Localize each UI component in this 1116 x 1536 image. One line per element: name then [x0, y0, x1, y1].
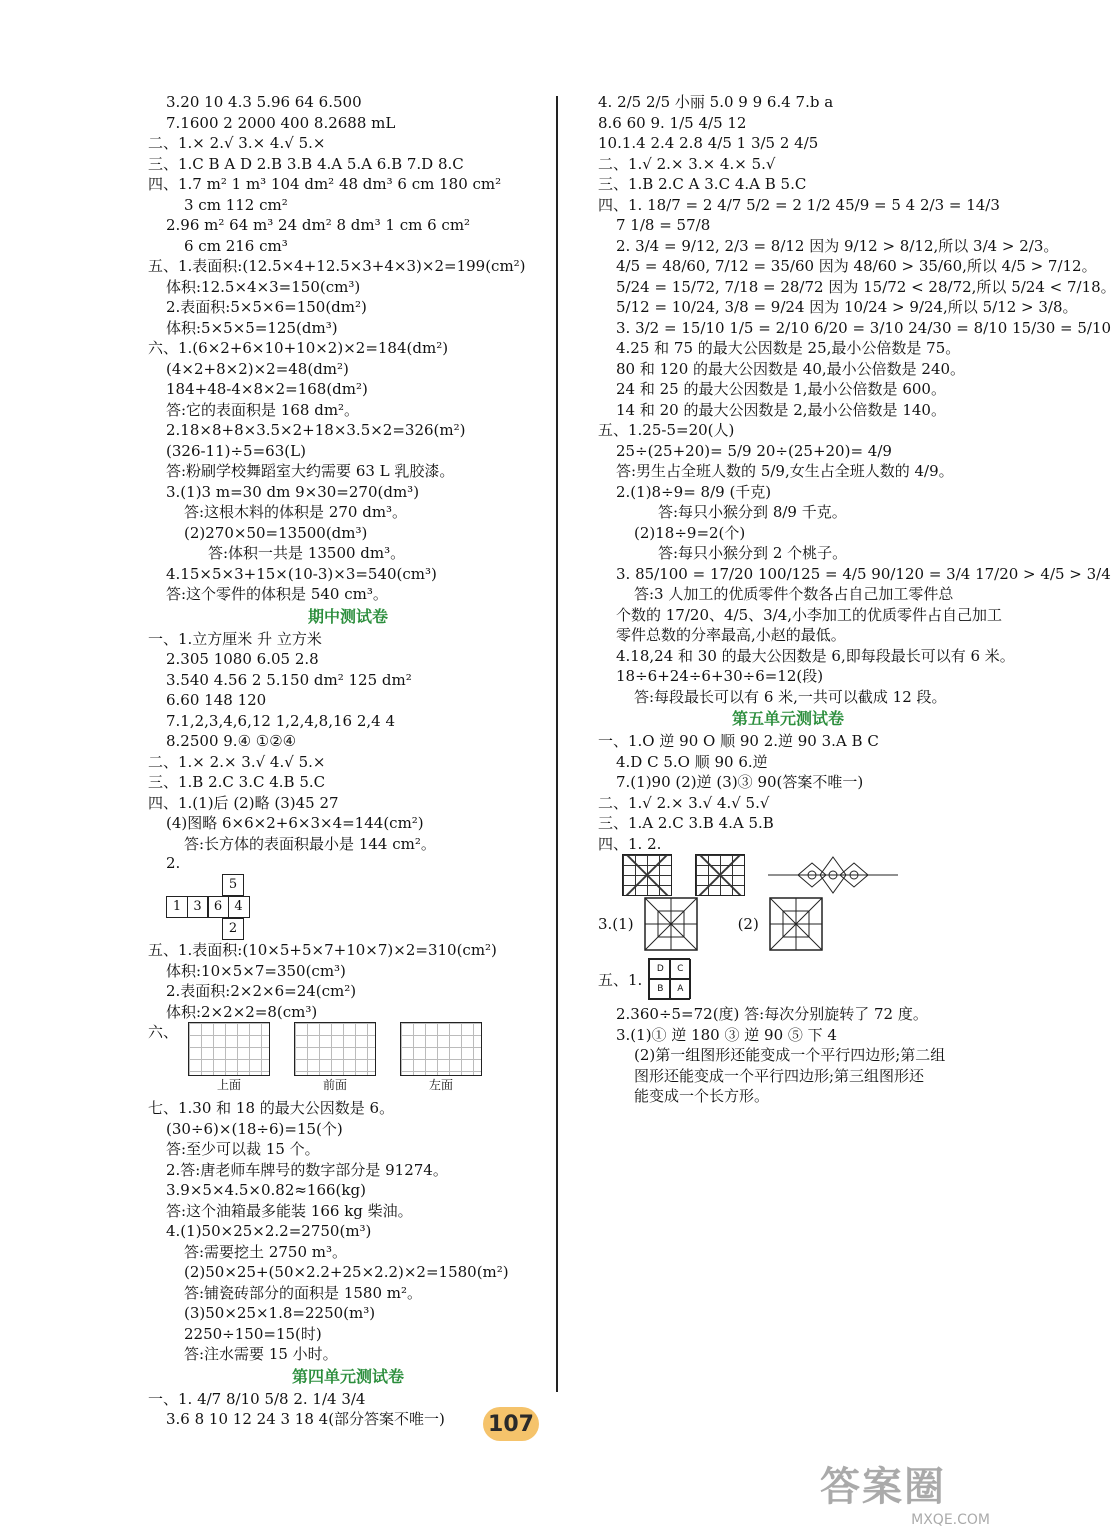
- answer-line: 2. 3/4 = 9/12, 2/3 = 8/12 因为 9/12 > 8/12,所以 3/4 > 2/3。: [616, 236, 1059, 255]
- answer-line: (2)18÷9=2(个): [634, 523, 746, 542]
- answer-line: 三、1.B 2.C 3.C 4.B 5.C: [148, 773, 326, 791]
- answer-line: 25÷(25+20)= 5/9 20÷(25+20)= 4/9: [616, 441, 892, 460]
- answer-line: 3.(1)3 m=30 dm 9×30=270(dm³): [166, 482, 420, 501]
- left-answers: [148, 92, 548, 605]
- answer-line: 2.305 1080 6.05 2.8: [166, 650, 319, 668]
- five-grid-cell: A: [669, 979, 691, 999]
- answer-line: 8.2500 9.④ ①②④: [166, 732, 297, 750]
- flower-figure-svg: [768, 855, 898, 895]
- answer-line: 答:这个油箱最多能装 166 kg 柴油。: [166, 1201, 413, 1220]
- five-grid-cell: C: [669, 959, 691, 979]
- answer-line: 7.1,2,3,4,6,12 1,2,4,8,16 2,4 4: [166, 711, 395, 730]
- answer-line: 5/12 = 10/24, 3/8 = 9/24 因为 10/24 > 9/24,所以 5/12 > 3/8。: [616, 298, 1078, 316]
- left-column: [148, 92, 548, 1430]
- answer-line: 24 和 25 的最大公因数是 1,最小公倍数是 600。: [616, 380, 946, 398]
- answer-line: 3.(1)① 逆 180 ③ 逆 90 ⑤ 下 4: [616, 1025, 837, 1044]
- five-grid-cell: D: [649, 959, 671, 979]
- answer-line: 4.D C 5.O 顺 90 6.逆: [616, 752, 768, 771]
- answer-line: (3)50×25×1.8=2250(m³): [184, 1304, 376, 1322]
- answer-line: 3.540 4.56 2 5.150 dm² 125 dm²: [166, 670, 412, 689]
- page-number-badge: 107: [483, 1407, 539, 1441]
- view-grid: [294, 1022, 376, 1092]
- three-views: [178, 1022, 482, 1092]
- answer-line: 2.(1)8÷9= 8/9 (千克): [616, 482, 772, 501]
- answer-line: 五、1.表面积:(10×5+5×7+10×7)×2=310(cm²): [148, 941, 497, 959]
- answer-line: 一、1.O 逆 90 O 顺 90 2.逆 90 3.A B C: [598, 732, 879, 750]
- answer-line: 答:需要挖土 2750 m³。: [184, 1242, 348, 1261]
- answer-line: 2.表面积:5×5×6=150(dm²): [166, 298, 367, 316]
- answer-line: 2.18×8+8×3.5×2+18×3.5×2=326(m²): [166, 421, 466, 439]
- q3-figures: [598, 894, 978, 954]
- answer-line: 四、1. 18/7 = 2 4/7 5/2 = 2 1/2 45/9 = 5 4 2/3 = 14/3: [598, 195, 1000, 214]
- page-number: [483, 1404, 539, 1444]
- net-label: 2.: [166, 854, 181, 872]
- answer-line: 个数的 17/20、4/5、3/4,小李加工的优质零件占自己加工: [616, 605, 1003, 624]
- answer-line: 4.(1)50×25×2.2=2750(m³): [166, 1222, 372, 1240]
- answer-line: 一、1.立方厘米 升 立方米: [148, 629, 322, 648]
- answer-line: 答:体积一共是 13500 dm³。: [208, 544, 406, 562]
- answer-line: 二、1.× 2.× 3.√ 4.√ 5.×: [148, 752, 326, 771]
- answer-line: (2)第一组图形还能变成一个平行四边形;第二组: [634, 1046, 946, 1064]
- answer-line: 二、1.× 2.√ 3.× 4.√ 5.×: [148, 134, 326, 152]
- answer-line: 答:它的表面积是 168 dm²。: [166, 400, 360, 419]
- net-top-row: [222, 874, 548, 896]
- answer-line: 答:这个零件的体积是 540 cm³。: [166, 585, 388, 603]
- answer-line: 80 和 120 的最大公因数是 40,最小公倍数是 240。: [616, 359, 966, 378]
- answer-line: 三、1.C B A D 2.B 3.B 4.A 5.A 6.B 7.D 8.C: [148, 154, 464, 173]
- answer-line: 4. 2/5 2/5 小丽 5.0 9 9 6.4 7.b a: [598, 93, 834, 111]
- net-cell: 4: [228, 896, 250, 918]
- answer-line: 五、1.表面积:(12.5×4+12.5×3+4×3)×2=199(cm²): [148, 257, 526, 275]
- five-label: 五、1.: [598, 970, 643, 989]
- five-figure-grid: [648, 958, 690, 1000]
- answer-line: 答:每段最长可以有 6 米,一共可以截成 12 段。: [634, 687, 947, 706]
- answer-line: (2)270×50=13500(dm³): [184, 523, 368, 542]
- answer-line: 答:3 人加工的优质零件个数各占自己加工零件总: [634, 585, 954, 603]
- q3-label-1: 3.(1): [598, 915, 634, 933]
- view-caption: 上面: [217, 1078, 242, 1092]
- answer-line: 3 cm 112 cm²: [184, 195, 288, 214]
- q3-label-2: (2): [737, 915, 759, 933]
- answer-line: 图形还能变成一个平行四边形;第三组图形还: [634, 1066, 925, 1085]
- watermark-url: MXQE.COM: [911, 1512, 990, 1528]
- unit5-answers: [598, 731, 978, 854]
- right-column: [598, 92, 1116, 1107]
- answer-line: 答:长方体的表面积最小是 144 cm²。: [184, 834, 436, 853]
- answer-line: 五、1.25-5=20(人): [598, 421, 735, 439]
- answer-line: 4.25 和 75 的最大公因数是 25,最小公倍数是 75。: [616, 339, 961, 357]
- answer-line: 二、1.√ 2.× 3.× 4.× 5.√: [598, 154, 776, 173]
- answer-line: 答:男生占全班人数的 5/9,女生占全班人数的 4/9。: [616, 462, 954, 480]
- view-caption: 左面: [429, 1078, 454, 1092]
- net-cell: 2: [222, 918, 244, 940]
- column-divider: [556, 96, 558, 1392]
- answer-line: 7.(1)90 (2)逆 (3)③ 90(答案不唯一): [616, 773, 864, 791]
- view-grid: [188, 1022, 270, 1092]
- answer-line: (2)50×25+(50×2.2+25×2.2)×2=1580(m²): [184, 1263, 509, 1281]
- unit4-heading: 第四单元测试卷: [291, 1366, 404, 1386]
- answer-line: 4.18,24 和 30 的最大公因数是 6,即每段最长可以有 6 米。: [616, 646, 1015, 665]
- flower-figure: [768, 855, 898, 895]
- answer-line: 四、1. 2.: [598, 834, 662, 853]
- net-cell: 1: [166, 896, 188, 918]
- answer-line: 2.答:唐老师车牌号的数字部分是 91274。: [166, 1160, 448, 1179]
- watermark-title: 答案圈: [820, 1464, 946, 1510]
- unit5-answers-part2: [598, 1004, 978, 1107]
- answer-line: 答:注水需要 15 小时。: [184, 1345, 338, 1363]
- answer-line: (4)图略 6×6×2+6×3×4=144(cm²): [166, 814, 424, 832]
- answer-line: 6.60 148 120: [166, 691, 267, 709]
- answer-line: 14 和 20 的最大公因数是 2,最小公倍数是 140。: [616, 400, 946, 419]
- answer-line: 零件总数的分率最高,小赵的最低。: [616, 626, 846, 644]
- net-middle-row: [166, 896, 548, 918]
- net-bottom-row: [222, 918, 548, 940]
- answer-line: 三、1.B 2.C A 3.C 4.A B 5.C: [598, 175, 807, 193]
- unit5-heading: 第五单元测试卷: [731, 709, 844, 728]
- watermark-logo: [820, 1455, 990, 1528]
- five-figure-row: [598, 954, 978, 1004]
- midterm-answers: [148, 629, 548, 855]
- answer-line: 7.1600 2 2000 400 8.2688 mL: [166, 113, 396, 132]
- rotation-figure: [622, 854, 672, 896]
- answer-line: 答:至少可以裁 15 个。: [166, 1140, 320, 1158]
- net-cell: 6: [207, 896, 229, 918]
- midterm-heading: 期中测试卷: [307, 606, 388, 626]
- answer-line: (30÷6)×(18÷6)=15(个): [166, 1119, 343, 1138]
- answer-line: 六、1.(6×2+6×10+10×2)×2=184(dm²): [148, 339, 449, 357]
- answer-line: 体积:2×2×2=8(cm³): [166, 1002, 318, 1021]
- answer-line: 2.表面积:2×2×6=24(cm²): [166, 982, 357, 1000]
- answer-line: 4.15×5×3+15×(10-3)×3=540(cm³): [166, 564, 437, 583]
- answer-line: 6 cm 216 cm³: [184, 236, 288, 255]
- answer-line: 答:粉刷学校舞蹈室大约需要 63 L 乳胶漆。: [166, 462, 455, 480]
- rotation-figures: [598, 854, 978, 894]
- view-grid: [400, 1022, 482, 1092]
- answer-line: 一、1. 4/7 8/10 5/8 2. 1/4 3/4: [148, 1389, 366, 1408]
- answer-line: 3. 85/100 = 17/20 100/125 = 4/5 90/120 = 3/4 17/20 > 4/5 > 3/4: [616, 564, 1111, 583]
- rotation-figure: [695, 854, 745, 896]
- answer-line: 3.6 8 10 12 24 3 18 4(部分答案不唯一): [166, 1410, 445, 1428]
- answer-line: 2250÷150=15(时): [184, 1324, 322, 1343]
- q3-grid-figure-1: [644, 897, 698, 951]
- answer-line: 七、1.30 和 18 的最大公因数是 6。: [148, 1099, 395, 1117]
- answer-line: 答:铺瓷砖部分的面积是 1580 m²。: [184, 1283, 423, 1302]
- answer-line: 答:每只小猴分到 8/9 千克。: [658, 503, 847, 521]
- net-cell: 5: [222, 874, 244, 896]
- right-answers: [598, 92, 1116, 707]
- answer-line: 4/5 = 48/60, 7/12 = 35/60 因为 48/60 > 35/60,所以 4/5 > 7/12。: [616, 257, 1097, 275]
- answer-line: 答:这根木料的体积是 270 dm³。: [184, 503, 408, 521]
- answer-line: 18÷6+24÷6+30÷6=12(段): [616, 667, 824, 685]
- answer-line: 2.96 m² 64 m³ 24 dm² 8 dm³ 1 cm 6 cm²: [166, 216, 471, 234]
- answer-line: 答:每只小猴分到 2 个桃子。: [658, 544, 848, 562]
- answer-line: 体积:12.5×4×3=150(cm³): [166, 277, 361, 296]
- five-grid-cell: B: [649, 979, 671, 999]
- answer-line: 四、1.(1)后 (2)略 (3)45 27: [148, 793, 339, 812]
- answer-line: 10.1.4 2.4 2.8 4/5 1 3/5 2 4/5: [598, 134, 819, 152]
- midterm-answers-part2: [148, 940, 548, 1022]
- answer-line: 3. 3/2 = 15/10 1/5 = 2/10 6/20 = 3/10 24/30 = 8/10 15/30 = 5/10: [616, 318, 1112, 337]
- answer-line: 二、1.√ 2.× 3.√ 4.√ 5.√: [598, 793, 770, 812]
- answer-line: 2.360÷5=72(度) 答:每次分别旋转了 72 度。: [616, 1005, 928, 1023]
- answer-line: 184+48-4×8×2=168(dm²): [166, 380, 368, 398]
- midterm-answers-part3: [148, 1098, 548, 1365]
- answer-line: 体积:10×5×7=350(cm³): [166, 961, 346, 980]
- q3-grid-figure-2: [769, 897, 823, 951]
- answer-line: 3.20 10 4.3 5.96 64 6.500: [166, 93, 362, 111]
- cube-net: [148, 854, 548, 940]
- answer-line: 5/24 = 15/72, 7/18 = 28/72 因为 15/72 < 28/72,所以 5/24 < 7/18。: [616, 277, 1116, 296]
- answer-line: 四、1.7 m² 1 m³ 104 dm² 48 dm³ 6 cm 180 cm²: [148, 175, 502, 193]
- net-cell: 3: [187, 896, 209, 918]
- answer-line: 能变成一个长方形。: [634, 1087, 770, 1105]
- view-caption: 前面: [323, 1078, 348, 1092]
- answer-line: 三、1.A 2.C 3.B 4.A 5.B: [598, 814, 774, 832]
- answer-line: (326-11)÷5=63(L): [166, 441, 306, 460]
- section-six-label: 六、: [148, 1023, 179, 1041]
- answer-line: 体积:5×5×5=125(dm³): [166, 318, 338, 337]
- views-row: [148, 1022, 548, 1098]
- answer-line: 3.9×5×4.5×0.82≈166(kg): [166, 1181, 366, 1199]
- answer-line: 8.6 60 9. 1/5 4/5 12: [598, 113, 747, 132]
- answer-line: (4×2+8×2)×2=48(dm²): [166, 359, 349, 378]
- answer-line: 7 1/8 = 57/8: [616, 216, 711, 234]
